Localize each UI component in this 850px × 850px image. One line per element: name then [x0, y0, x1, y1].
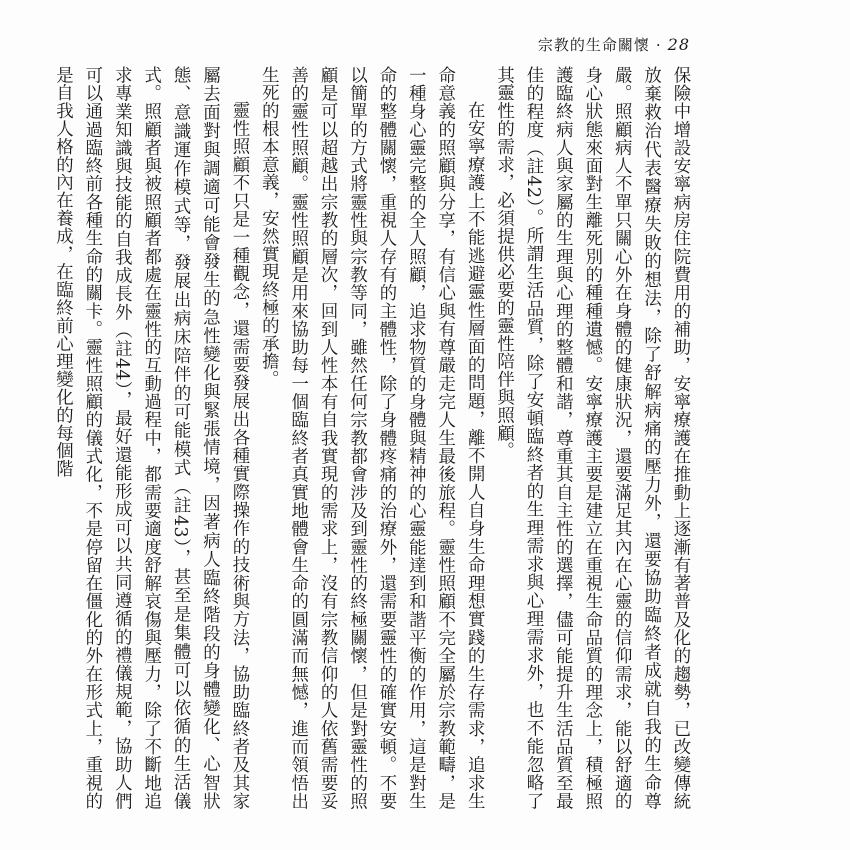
paragraph: 在安寧療護上不能逃避靈性層面的問題，離不開人自身生命理想實踐的生存需求，追求生命意義的照顧與分享，有信心與有尊嚴走完人生最後旅程。靈性照顧不完全屬於宗教範疇，是一種身心靈完整的全人照顧，追求物質的身體與精神的心靈能達到和諧平衡的作用，這是對生命的整體關懷，重視人存有的主體性，除了身體疼痛的治療外，還需要靈性的確實安頓。不要以簡單的方式將靈性與宗教等同，雖然任何宗教都會涉及到靈性的終極關懷，但是對靈性的照顧是可以超越出宗教的層次，回到人性本有自我實現的需求上，沒有宗教信仰的人依舊需要妥善的靈性照顧。靈性照顧是用來協助每一個臨終者真實地體會生命的圓滿而無憾，進而領悟出生死的根本意義，安然實現終極的承擔。: [258, 66, 485, 810]
page-number: 28: [667, 35, 690, 54]
paragraph: 靈性照顧不只是一種觀念，還需要發展出各種實際操作的技術與方法，協助臨終者及其家屬去面對與調適可能會發生的急性變化與緊張情境，因著病人臨終階段的身體變化、心智狀態、意識運作模式等，發展出病床陪伴的可能模式（註43），甚至是集體可以依循的生活儀式。照顧者與被照顧者都處在靈性的互動過程中，都需要適度舒解哀傷與壓力，除了不斷地追求專業知識與技能的自我成長外（註44），最好還能形成可以共同遵循的禮儀規範，協助人們可以通過臨終前各種生命的關卡。靈性照顧的儀式化，不是停留在僵化的外在形式上，重視的是自我人格的內在養成，在臨終前心理變化的每個階: [52, 66, 249, 810]
running-head-title: 宗教的生命關懷: [537, 36, 650, 54]
running-head: [538, 34, 690, 55]
paragraph: 保險中增設安寧病房住院費用的補助，安寧療護在推動上逐漸有著普及化的趨勢，已改變傳統放棄救治代表醫療失敗的想法，除了舒解病痛的壓力外，還要協助臨終者成就自我的生命尊嚴。照顧病人不單只關心外在身體的健康狀況，還要滿足其內在心靈的信仰需求，能以舒適的身心狀態來面對生離死別的種種遺憾。安寧療護主要是建立在重視生命品質的理念上，積極照護臨終病人與家屬的生理與心理的整體和諧，尊重其自主性的選擇，儘可能提升生活品質至最佳的程度（註42）。所謂生活品質，除了安頓臨終者的生理需求與心理需求外，也不能忽略了其靈性的需求，必須提供必要的靈性陪伴與照顧。: [493, 66, 690, 810]
body-text: [47, 66, 694, 810]
running-head-separator: ·: [655, 36, 662, 54]
